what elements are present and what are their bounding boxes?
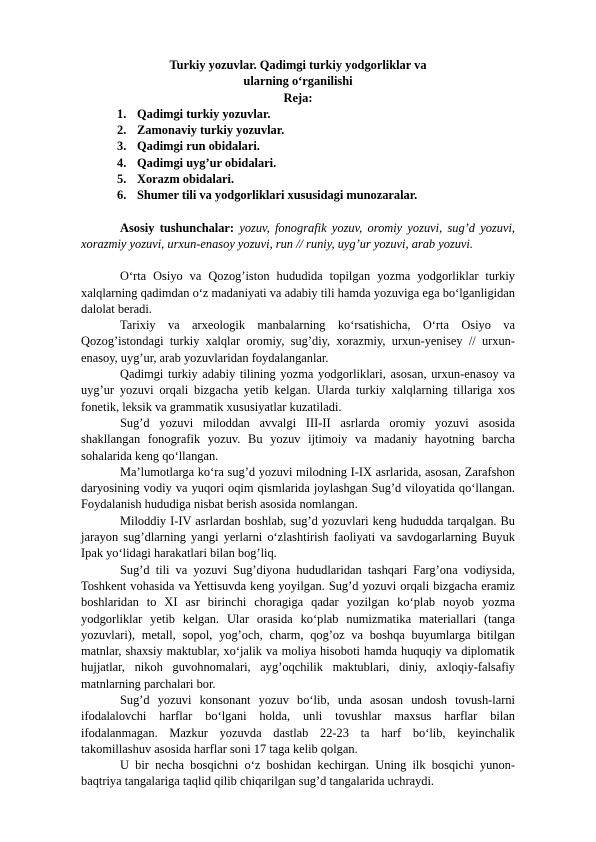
plan-item-number: 4. (117, 155, 127, 170)
plan-item-text: Zamonaviy turkiy yozuvlar. (137, 123, 285, 138)
body-paragraph: Sug’d yozuvi miloddan avvalgi III-II asrlarda oromiy yozuvi asosida shakllangan fonografik yozuv. Bu yozuv ijtimoiy va madaniy hayotning barcha sohalarida keng qo‘llangan. (81, 415, 515, 463)
body-paragraph: U bir necha bosqichni o‘z boshidan kechirgan. Uning ilk bosqichi yunon-baqtriya tangalariga taqlid qilib chiqarilgan sug’d tangalarida uchraydi. (81, 758, 515, 789)
body-paragraph: Tarixiy va arxeologik manbalarning ko‘rsatishicha, O‘rta Osiyo va Qozog’istondagi turkiy xalqlar oromiy, sug’diy, xorazmiy, urxun-yenisey // urxun-enasoy, uyg’ur, arab yozuvlaridan foydalanganlar. (81, 318, 515, 365)
spacer (81, 252, 515, 268)
plan-item-number: 6. (117, 188, 127, 203)
plan-item-number: 1. (117, 106, 127, 121)
plan-item (81, 106, 515, 122)
body-paragraph: Sug’d yozuvi konsonant yozuv bo‘lib, unda asosan undosh tovush-larni ifodalalovchi harflar bo‘lgani holda, unli tovushlar maxsus harflar bilan ifodalanmagan. Mazkur yozuvda dastlab 22-23 ta harf bo‘lib, keyinchalik takomillashuv asosida harflar soni 17 taga kelib qolgan. (81, 692, 515, 756)
plan-item-number: 2. (117, 123, 127, 138)
plan-item-text: Qadimgi turkiy yozuvlar. (137, 106, 271, 121)
document-page (81, 57, 515, 790)
body-paragraph: O‘rta Osiyo va Qozog’iston hududida topilgan yozma yodgorliklar turkiy xalqlarning qadimdan o‘z madaniyati va adabiy tili hamda yozuviga ega bo‘lganligidan dalolat beradi. (81, 269, 515, 316)
plan-item-text: Xorazm obidalari. (137, 172, 235, 187)
key-concepts-paragraph (81, 220, 515, 253)
plan-item (81, 138, 515, 154)
document-title-line-1: Turkiy yozuvlar. Qadimgi turkiy yodgorliklar va (169, 58, 427, 72)
key-concepts-text: yozuv, fonografik yozuv, oromiy yozuvi, sug’d yozuvi, xorazmiy yozuvi, urxun-enasoy yozuvi, run // runiy, uyg’ur yozuvi, arab yozuvi. (81, 220, 515, 251)
plan-item-text: Qadimgi run obidalari. (137, 139, 260, 154)
body-paragraph: Qadimgi turkiy adabiy tilining yozma yodgorliklari, asosan, urxun-enasoy va uyg’ur yozuvi orqali bizgacha yetib kelgan. Ularda turkiy xalqlarning tillariga xos fonetik, leksik va grammatik xususiyatlar kuzatiladi. (81, 367, 515, 414)
body-paragraph: Sug’d tili va yozuvi Sug’diyona hududlaridan tashqari Farg’ona vodiysida, Toshkent vohasida va Yettisuvda keng yoyilgan. Sug’d yozuvi orqali bizgacha eramiz boshlaridan to XI asr birinchi choragiga qadar yozilgan ko‘plab noyob yozma yodgorliklar yetib kelgan. Ular orasida ko‘plab numizmatika materiallari (tanga yozuvlari), metall, sopol, yog’och, charm, qog’oz va boshqa buyumlarga bitilgan matnlar, shaxsiy maktublar, xo‘jalik va moliya hisoboti hamda huquqiy va diplomatik hujjatlar, nikoh guvohnomalari, ayg’oqchilik maktublari, diniy, axloqiy-falsafiy matnlarning parchalari bor. (81, 562, 515, 691)
spacer (81, 204, 515, 220)
key-concepts-label: Asosiy tushunchalar: (120, 220, 235, 235)
plan-item (81, 155, 515, 171)
plan-item-text: Qadimgi uyg’ur obidalari. (137, 155, 277, 170)
plan-list (81, 106, 515, 204)
plan-item-number: 5. (117, 172, 127, 187)
body-paragraph: Ma’lumotlarga ko‘ra sug’d yozuvi milodning I-IX asrlarida, asosan, Zarafshon daryosining vodiy va yuqori oqim qismlarida joylashgan Sug’d viloyatida qo‘llangan. Foydalanish hududiga nisbat berish asosida nomlangan. (81, 464, 515, 512)
plan-heading: Reja: (283, 90, 313, 105)
document-title-line-2: ularning o‘rganilishi (243, 74, 353, 89)
plan-item-text: Shumer tili va yodgorliklari xususidagi munozaralar. (137, 188, 418, 203)
plan-item (81, 187, 515, 203)
plan-item-number: 3. (117, 139, 127, 154)
plan-item (81, 122, 515, 138)
plan-item (81, 171, 515, 187)
body-paragraph: Miloddiy I-IV asrlardan boshlab, sug’d yozuvlari keng hududda tarqalgan. Bu jarayon sug’dlarning yangi yerlarni o‘zlashtirish faoliyati va savdogarlarning Buyuk Ipak yo‘lidagi harakatlari bilan bog’liq. (81, 513, 515, 561)
